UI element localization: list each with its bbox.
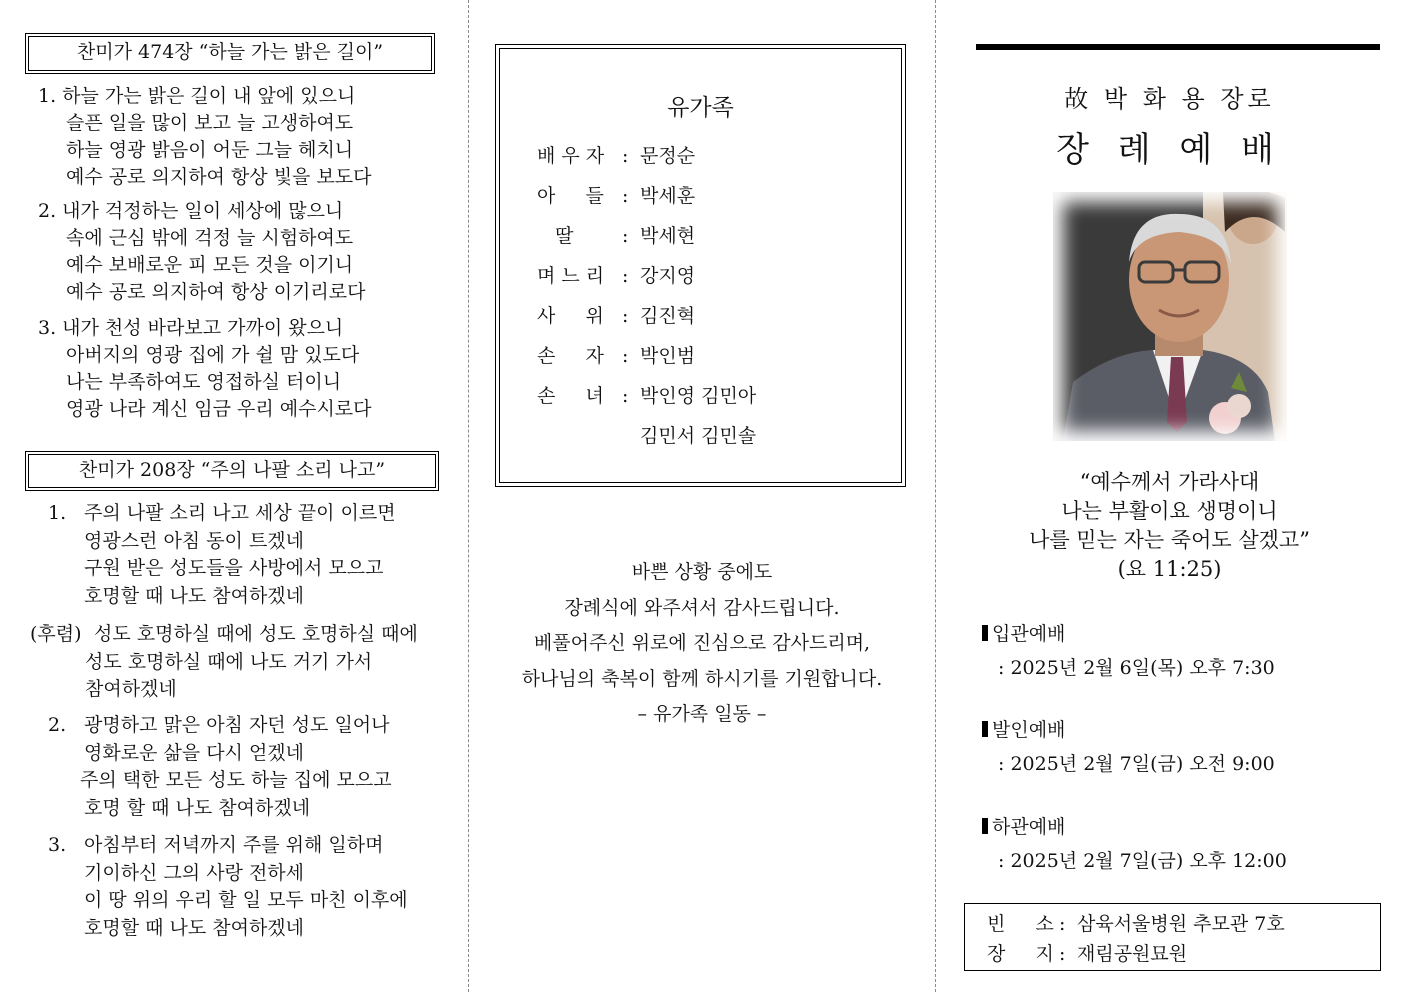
verse-number: 2. xyxy=(48,714,67,736)
thanks-line: 베풀어주신 위로에 진심으로 감사드리며, xyxy=(533,632,871,654)
family-names: 김민서 김민솔 xyxy=(640,425,757,447)
thanks-line: 바쁜 상황 중에도 xyxy=(631,561,773,583)
family-row xyxy=(537,381,756,408)
family-row xyxy=(537,341,695,368)
family-title: 유가족 xyxy=(667,95,734,121)
family-row xyxy=(537,141,695,168)
left-panel xyxy=(0,0,468,992)
family-row xyxy=(537,301,695,328)
place-label: 장 지 xyxy=(987,943,1054,965)
verse-line: 속에 근심 밖에 걱정 늘 시험하여도 xyxy=(66,227,354,249)
hymn-208-verse-1 xyxy=(48,500,396,610)
deceased-name: 故 박 화 용 장로 xyxy=(1064,85,1275,113)
verse-line: 구원 받은 성도들을 사방에서 모으고 xyxy=(84,557,384,579)
bullet-mark xyxy=(982,818,988,834)
family-relation: 아 들 xyxy=(537,185,604,207)
verse-line: 주의 택한 모든 성도 하늘 집에 모으고 xyxy=(80,769,392,791)
family-names: 박인범 xyxy=(640,345,696,367)
family-names: 박세훈 xyxy=(640,185,696,207)
service-name: 발인예배 xyxy=(992,719,1066,741)
family-names: 박인영 김민아 xyxy=(640,385,757,407)
verse-line: 주의 나팔 소리 나고 세상 끝이 이르면 xyxy=(84,502,396,524)
quote-line: 나는 부활이요 생명이니 xyxy=(1061,499,1278,523)
verse-line: 영화로운 삶을 다시 얻겠네 xyxy=(84,741,305,764)
place-value: 삼육서울병원 추모관 7호 xyxy=(1077,913,1285,935)
verse-line: 예수 공로 의지하여 항상 이기리로다 xyxy=(66,281,366,303)
hymn-474-title: 찬미가 474장 “하늘 가는 밝은 길이” xyxy=(25,33,435,74)
family-names: 강지영 xyxy=(640,265,696,287)
hymn-474-verse-3 xyxy=(38,315,372,423)
refrain-label: (후렴) xyxy=(30,623,82,645)
service-datetime: : 2025년 2월 6일(목) 오후 7:30 xyxy=(998,657,1275,679)
verse-line: 호명할 때 나도 참여하겠네 xyxy=(84,916,305,939)
thanks-signature: – 유가족 일동 – xyxy=(637,703,767,725)
verse-line: 기이하신 그의 사랑 전하세 xyxy=(84,861,305,884)
service-datetime: : 2025년 2월 7일(금) 오전 9:00 xyxy=(998,753,1275,775)
verse-line: 2. 내가 걱정하는 일이 세상에 많으니 xyxy=(38,200,344,222)
verse-line: 호명 할 때 나도 참여하겠네 xyxy=(84,796,311,819)
family-row xyxy=(537,181,695,208)
place-value: 재림공원묘원 xyxy=(1077,943,1188,965)
service-entry-encoffining xyxy=(982,620,1275,682)
hymn-208-title: 찬미가 208장 “주의 나팔 소리 나고” xyxy=(25,451,439,491)
verse-line: 3. 내가 천성 바라보고 가까이 왔으니 xyxy=(38,317,344,339)
place-row-mortuary xyxy=(987,909,1285,936)
quote-line: 나를 믿는 자는 죽어도 살겠고” xyxy=(1029,528,1310,552)
verse-line: 슬픈 일을 많이 보고 늘 고생하여도 xyxy=(66,112,354,134)
family-relation: 딸 xyxy=(537,225,598,247)
family-sep: : xyxy=(622,225,629,247)
place-sep: : xyxy=(1059,943,1066,965)
verse-line: 1. 하늘 가는 밝은 길이 내 앞에 있으니 xyxy=(38,85,356,107)
family-sep: : xyxy=(622,305,629,327)
verse-line: 성도 호명하실 때에 나도 거기 가서 xyxy=(85,650,373,673)
thanks-line: 장례식에 와주셔서 감사드립니다. xyxy=(564,596,840,619)
family-sep: : xyxy=(622,145,629,167)
service-entry-burial xyxy=(982,813,1287,875)
service-entry-departure xyxy=(982,716,1275,778)
service-title: 장 례 예 배 xyxy=(1056,130,1283,170)
top-rule xyxy=(976,44,1380,50)
verse-line: 아버지의 영광 집에 가 쉴 맘 있도다 xyxy=(66,344,360,366)
service-name: 입관예배 xyxy=(992,623,1066,645)
bullet-mark xyxy=(982,721,988,737)
family-sep: : xyxy=(622,345,629,367)
verse-line: 하늘 영광 밝음이 어둔 그늘 헤치니 xyxy=(66,139,354,161)
right-panel xyxy=(936,0,1403,992)
family-relation: 손 자 xyxy=(537,345,604,367)
service-datetime: : 2025년 2월 7일(금) 오후 12:00 xyxy=(998,850,1287,872)
family-sep: : xyxy=(622,265,629,287)
hymn-208-verse-2 xyxy=(48,712,392,822)
family-relation: 사 위 xyxy=(537,305,604,327)
verse-line: 이 땅 위의 우리 할 일 모두 마친 이후에 xyxy=(84,889,408,911)
verse-line: 광명하고 맑은 아침 자던 성도 일어나 xyxy=(84,714,390,736)
quote-line: “예수께서 가라사대 xyxy=(1079,470,1260,494)
verse-line: 아침부터 저녁까지 주를 위해 일하며 xyxy=(84,834,384,856)
family-sep: : xyxy=(622,385,629,407)
hymn-474-verse-2 xyxy=(38,198,365,306)
place-label: 빈 소 xyxy=(987,913,1054,935)
verse-line: 영광 나라 계신 임금 우리 예수시로다 xyxy=(66,398,372,420)
family-box xyxy=(495,44,906,487)
verse-line: 나는 부족하여도 영접하실 터이니 xyxy=(66,371,342,393)
family-relation: 배 우 자 xyxy=(537,145,605,167)
hymn-474-verse-1 xyxy=(38,83,372,191)
quote-reference: (요 11:25) xyxy=(1117,557,1222,581)
family-row xyxy=(537,261,695,288)
place-sep: : xyxy=(1059,913,1066,935)
family-row xyxy=(537,221,695,248)
place-info-box xyxy=(964,903,1381,971)
verse-number: 1. xyxy=(48,502,67,524)
portrait-image xyxy=(1053,192,1287,441)
verse-line: 예수 보배로운 피 모든 것을 이기니 xyxy=(66,254,354,276)
scripture-quote xyxy=(936,468,1403,584)
family-relation: 며 느 리 xyxy=(537,265,605,287)
family-relation: 손 녀 xyxy=(537,385,604,407)
verse-number: 3. xyxy=(48,834,67,856)
verse-line: 예수 공로 의지하여 항상 빛을 보도다 xyxy=(66,166,372,188)
verse-line: 참여하겠네 xyxy=(85,678,177,700)
place-row-burial-site xyxy=(987,939,1187,966)
middle-panel xyxy=(469,0,935,992)
family-names: 김진혁 xyxy=(640,305,696,327)
family-names: 박세현 xyxy=(640,225,696,247)
thanks-line: 하나님의 축복이 함께 하시기를 기원합니다. xyxy=(521,667,883,690)
verse-line: 영광스런 아침 동이 트겠네 xyxy=(84,529,305,552)
verse-line: 호명할 때 나도 참여하겠네 xyxy=(84,584,305,607)
hymn-208-refrain xyxy=(30,621,418,704)
hymn-208-verse-3 xyxy=(48,832,408,942)
family-sep: : xyxy=(622,185,629,207)
service-name: 하관예배 xyxy=(992,816,1066,838)
verse-line: 성도 호명하실 때에 성도 호명하실 때에 xyxy=(94,623,418,645)
portrait-photo xyxy=(1053,192,1287,441)
family-row xyxy=(537,421,756,448)
family-names: 문정순 xyxy=(640,145,696,167)
thanks-message xyxy=(469,555,935,733)
bullet-mark xyxy=(982,625,988,641)
